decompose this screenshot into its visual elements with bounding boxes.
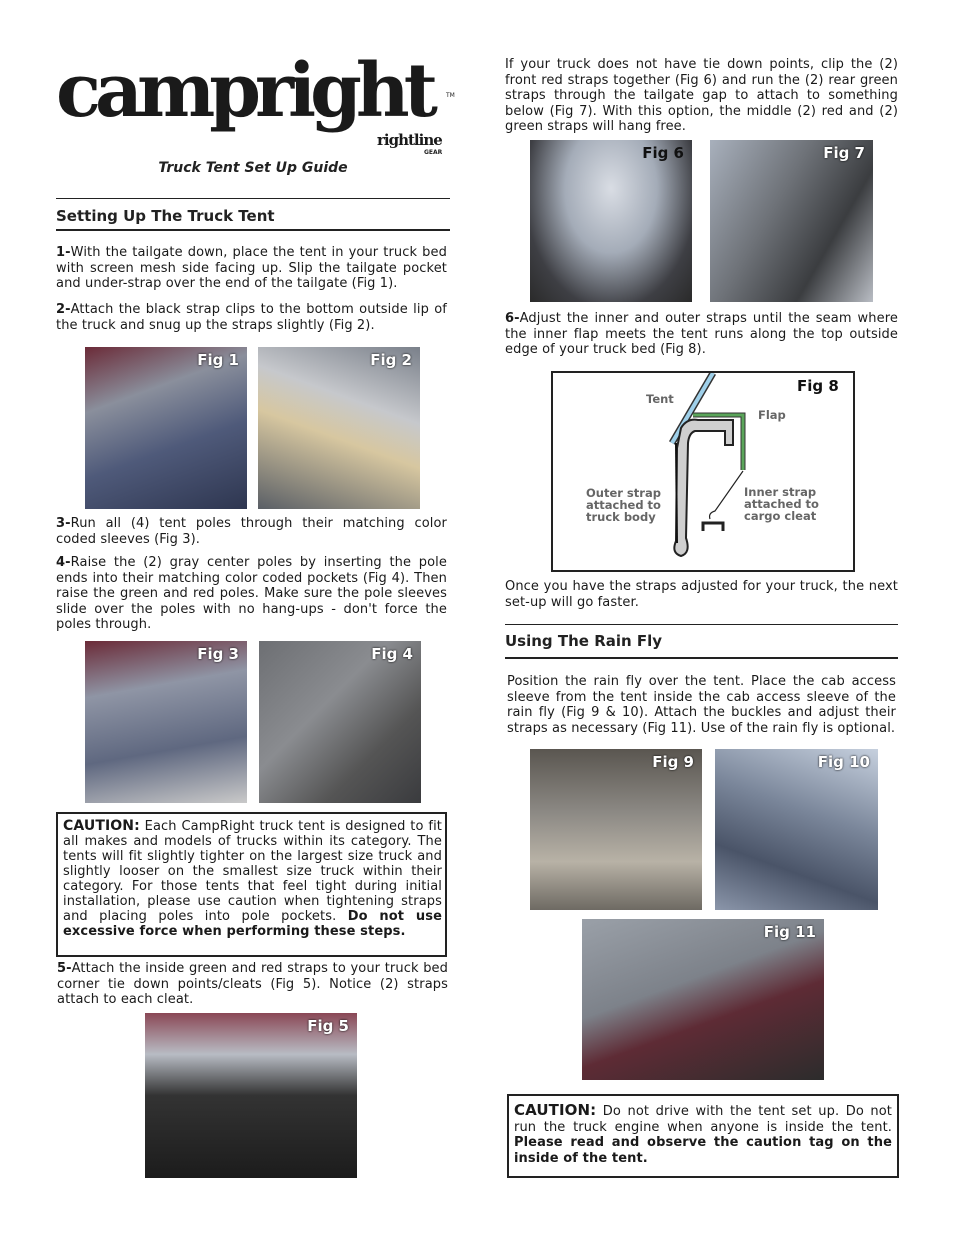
step-1: [56, 245, 447, 292]
text: Attach the inside green and red straps to your truck bed corner tie down points/cleats (Fig 5). Notice (2) straps attach to each cleat.: [57, 961, 448, 1008]
text: CAUTION:: [514, 1101, 597, 1119]
text: 4-: [56, 555, 71, 570]
text: Fig 9: [652, 753, 694, 771]
text: Do not use excessive force when performing these steps.: [63, 909, 442, 939]
guide-subtitle: Truck Tent Set Up Guide: [158, 160, 348, 176]
step-3: [56, 516, 447, 547]
text: Fig 7: [823, 144, 865, 162]
fig-10-photo: [715, 749, 878, 910]
text: Attach the black strap clips to the bottom outside lip of the truck and snug up the straps slightly (Fig 2).: [56, 302, 447, 333]
rain-fly-paragraph: Position the rain fly over the tent. Place the cab access sleeve from the tent inside the cab access sleeve of the rain fly (Fig 9 & 10). Attach the buckles and adjust their straps as necessary (Fig 11). Use of the rain fly is optional.: [507, 674, 896, 736]
text: Each CampRight truck tent is designed to fit all makes and models of trucks within its category. The tents will fit slightly tighter on the largest size truck and slightly looser on the smallest size truck within their category. For those tents that feel tight during initial installation, please use caution when tightening straps and placing poles into pole pockets.: [63, 819, 442, 924]
fig-3-photo: [85, 641, 247, 803]
text: Adjust the inner and outer straps until the seam where the inner flap meets the tent runs along the top outside edge of your truck bed (Fig 8).: [505, 311, 898, 358]
inner-strap-label: Inner strap attached to cargo cleat: [744, 485, 819, 523]
step-5: [57, 961, 448, 1008]
divider: [56, 198, 450, 199]
tie-down-paragraph: If your truck does not have tie down points, clip the (2) front red straps together (Fig 6) and run the (2) rear green straps through the tailgate gap to attach to something below (Fig 7). With this option, the middle (2) red and (2) green straps will hang free.: [505, 57, 898, 135]
flap-label: Flap: [758, 408, 786, 422]
fig-5-photo: [145, 1013, 357, 1178]
section-heading-setup: Setting Up The Truck Tent: [56, 207, 275, 225]
step-6: [505, 311, 898, 358]
rightline-logo: rightline: [377, 131, 442, 149]
outer-strap-label: Outer strap attached to truck body: [586, 486, 661, 524]
campright-logo: campright: [56, 48, 432, 134]
text: 1-: [56, 245, 71, 260]
faster-setup-paragraph: Once you have the straps adjusted for your truck, the next set-up will go faster.: [505, 579, 898, 610]
fig-8-label: Fig 8: [797, 377, 839, 395]
text: Run all (4) tent poles through their matching color coded sleeves (Fig 3).: [56, 516, 447, 547]
text: Fig 3: [197, 645, 239, 663]
fig-2-photo: [258, 347, 420, 509]
text: Fig 4: [371, 645, 413, 663]
text: Fig 11: [763, 923, 816, 941]
text: Raise the (2) gray center poles by inserting the pole ends into their matching color coded pockets (Fig 4). Then raise the green and red poles. Make sure the pole sleeves slide over the poles with no hang-ups - don't force the poles through.: [56, 555, 447, 633]
divider: [505, 657, 898, 659]
text: CAUTION:: [63, 818, 140, 834]
fig-8-diagram: [551, 371, 855, 572]
tent-label: Tent: [646, 392, 674, 406]
divider: [56, 229, 450, 231]
fig-7-photo: [710, 140, 873, 302]
fig-9-photo: [530, 749, 702, 910]
caution-box-rain-fly: [507, 1094, 899, 1178]
divider: [505, 624, 898, 625]
caution-box-setup: [56, 812, 447, 957]
rightline-gear: GEAR: [424, 149, 443, 156]
section-heading-rain-fly: Using The Rain Fly: [505, 632, 663, 650]
text: Fig 1: [197, 351, 239, 369]
step-2: [56, 302, 447, 333]
text: Fig 10: [817, 753, 870, 771]
text: 5-: [57, 961, 72, 976]
fig-11-photo: [582, 919, 824, 1080]
text: Please read and observe the caution tag on the inside of the tent.: [514, 1135, 892, 1166]
text: 3-: [56, 516, 71, 531]
text: Fig 5: [307, 1017, 349, 1035]
fig-6-photo: [530, 140, 692, 302]
step-4: [56, 555, 447, 633]
text: 2-: [56, 302, 71, 317]
strap-diagram: [553, 373, 853, 570]
text: 6-: [505, 311, 520, 326]
trademark: TM: [446, 92, 455, 99]
fig-4-photo: [259, 641, 421, 803]
text: Fig 2: [370, 351, 412, 369]
fig-1-photo: [85, 347, 247, 509]
text: Do not drive with the tent set up. Do not run the truck engine when anyone is inside the tent.: [514, 1104, 892, 1135]
text: With the tailgate down, place the tent in your truck bed with screen mesh side facing up. Slip the tailgate pocket and under-strap over the end of the tailgate (Fig 1).: [56, 245, 447, 292]
text: Fig 6: [642, 144, 684, 162]
